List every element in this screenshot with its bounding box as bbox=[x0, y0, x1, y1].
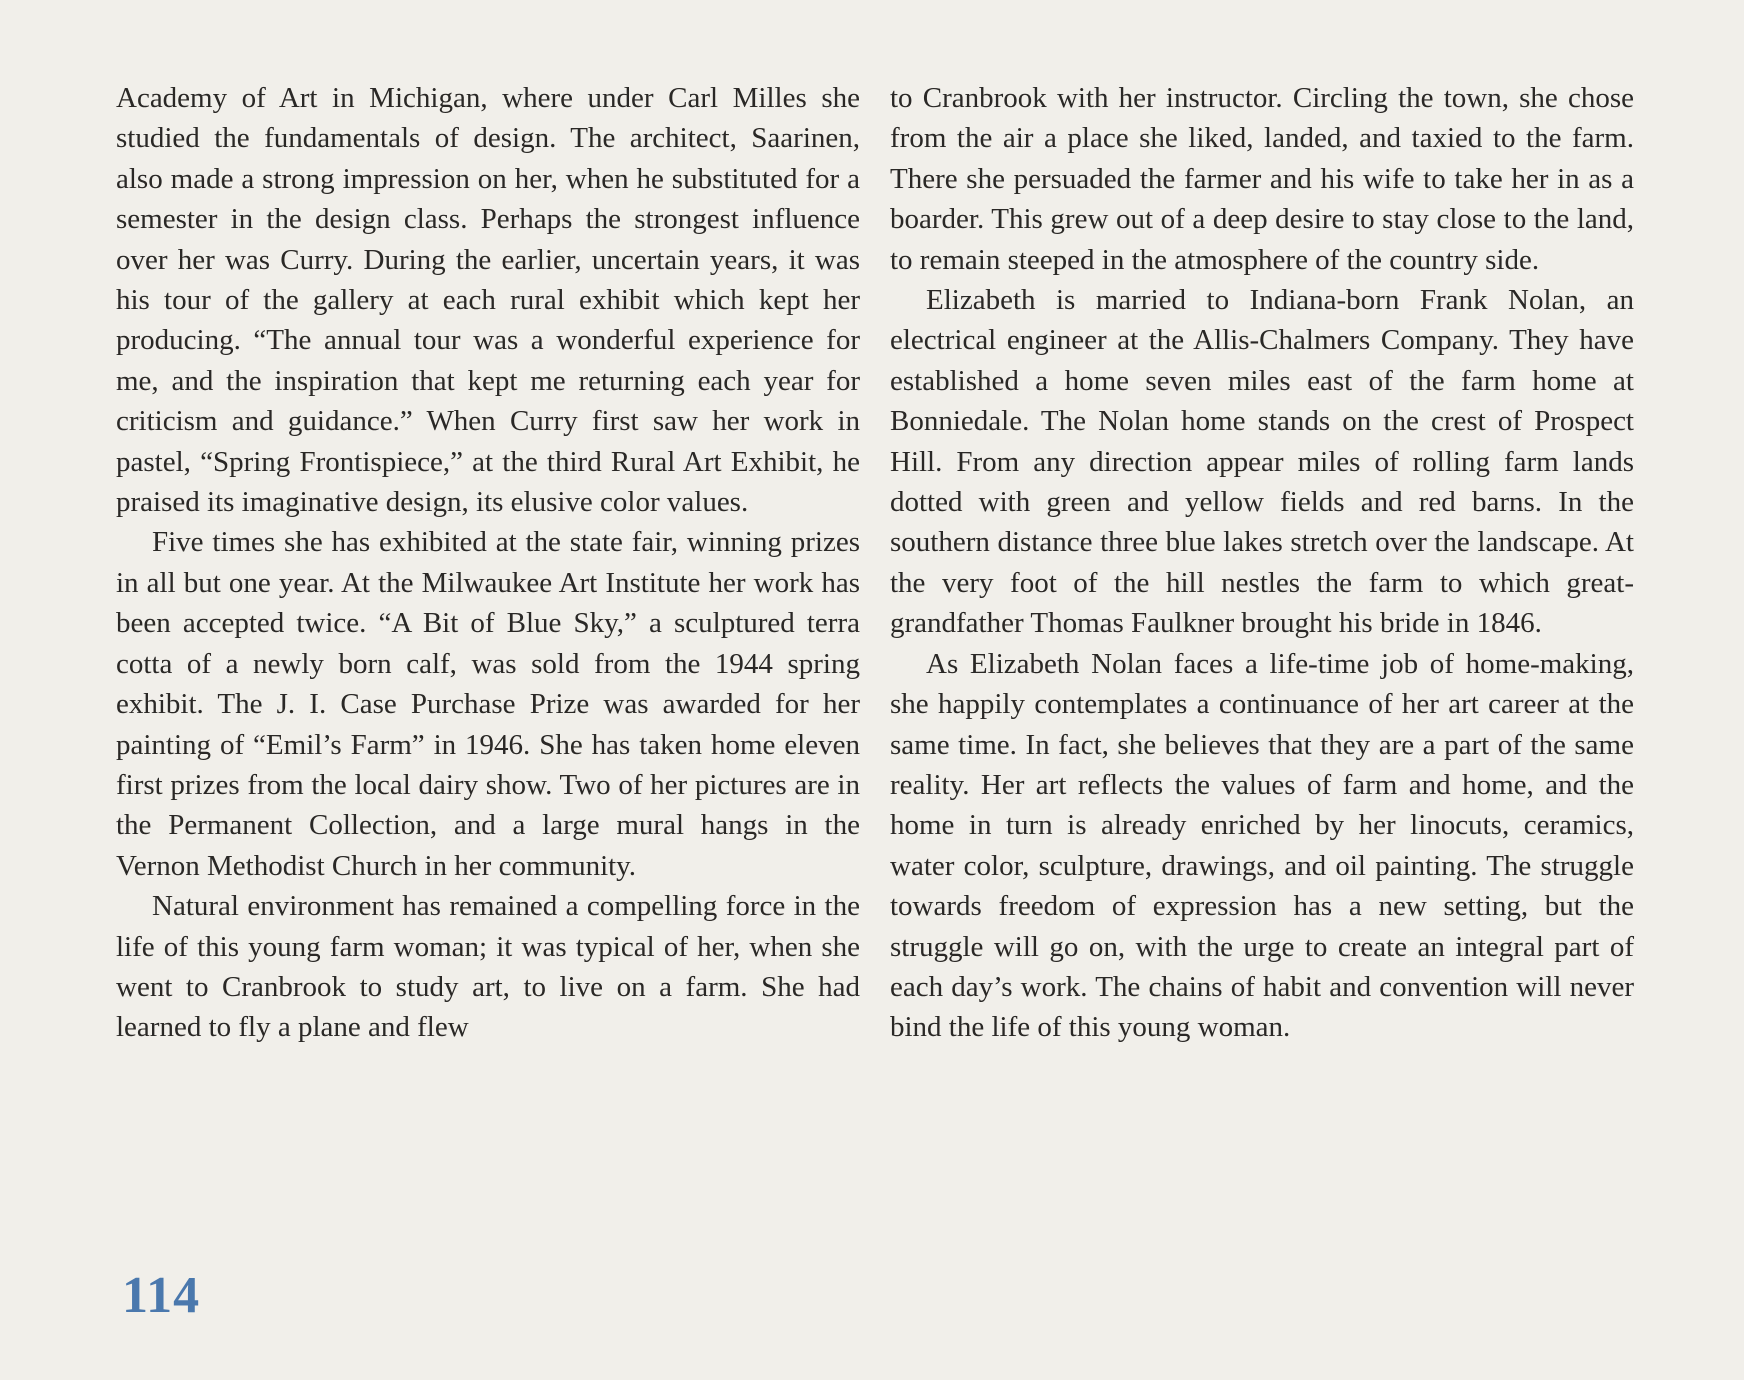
paragraph: Elizabeth is married to Indiana-born Frank Nolan, an electrical engineer at the Allis-Chalmers Company. They have established a home seven miles east of the farm home at Bonniedale. The Nolan home stands on the crest of Prospect Hill. From any direction appear miles of rolling farm lands dotted with green and yellow fields and red barns. In the southern distance three blue lakes stretch over the landscape. At the very foot of the hill nestles the farm to which great-grandfather Thomas Faulkner brought his bride in 1846. bbox=[890, 284, 1634, 640]
left-text-column bbox=[116, 78, 860, 1048]
right-text-column bbox=[890, 78, 1634, 1048]
paragraph: Academy of Art in Michigan, where under Carl Milles she studied the fundamentals of design. The architect, Saarinen, also made a strong impression on her, when he substituted for a semester in the design class. Perhaps the strongest influence over her was Curry. During the earlier, uncertain years, it was his tour of the gallery at each rural exhibit which kept her producing. “The annual tour was a wonderful experience for me, and the inspiration that kept me returning each year for criticism and guidance.” When Curry first saw her work in pastel, “Spring Frontispiece,” at the third Rural Art Exhibit, he praised its imaginative design, its elusive color values. bbox=[116, 82, 860, 519]
paragraph: Five times she has exhibited at the state fair, winning prizes in all but one year. At the Milwaukee Art Institute her work has been accepted twice. “A Bit of Blue Sky,” a sculptured terra cotta of a newly born calf, was sold from the 1944 spring exhibit. The J. I. Case Purchase Prize was awarded for her painting of “Emil’s Farm” in 1946. She has taken home eleven first prizes from the local dairy show. Two of her pictures are in the Permanent Collection, and a large mural hangs in the Vernon Methodist Church in her community. bbox=[116, 526, 860, 882]
paragraph: to Cranbrook with her instructor. Circling the town, she chose from the air a place she liked, landed, and taxied to the farm. There she persuaded the farmer and his wife to take her in as a boarder. This grew out of a deep desire to stay close to the land, to remain steeped in the atmosphere of the country side. bbox=[890, 82, 1634, 276]
paragraph: Natural environment has remained a compelling force in the life of this young farm woman; it was typical of her, when she went to Cranbrook to study art, to live on a farm. She had learned to fly a plane and flew bbox=[116, 890, 860, 1044]
page-number: 114 bbox=[122, 1267, 201, 1324]
paragraph: As Elizabeth Nolan faces a life-time job of home-making, she happily contemplates a continuance of her art career at the same time. In fact, she believes that they are a part of the same reality. Her art reflects the values of farm and home, and the home in turn is already enriched by her linocuts, ceramics, water color, sculpture, drawings, and oil painting. The struggle towards freedom of expression has a new setting, but the struggle will go on, with the urge to create an integral part of each day’s work. The chains of habit and convention will never bind the life of this young woman. bbox=[890, 647, 1634, 1044]
